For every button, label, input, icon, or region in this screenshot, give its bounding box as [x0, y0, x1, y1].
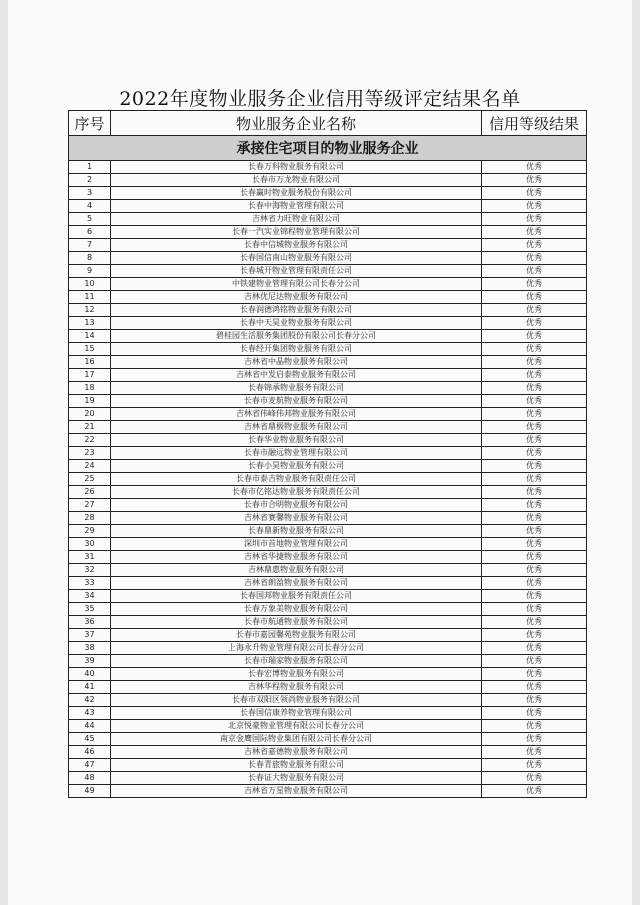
company-name: 吉林华程物业服务有限公司 [111, 681, 482, 694]
row-number: 21 [69, 421, 111, 434]
company-name: 长春鼎新物业服务有限公司 [111, 525, 482, 538]
row-number: 40 [69, 668, 111, 681]
company-name: 长春市双阳区领尚物业服务有限公司 [111, 694, 482, 707]
row-number: 18 [69, 382, 111, 395]
row-number: 48 [69, 772, 111, 785]
company-name: 长春万象美物业服务有限公司 [111, 603, 482, 616]
credit-grade: 优秀 [482, 603, 587, 616]
table-row [69, 174, 587, 187]
credit-grade: 优秀 [482, 642, 587, 655]
row-number: 16 [69, 356, 111, 369]
company-name: 长春青旅物业服务有限公司 [111, 759, 482, 772]
company-name: 长春中天昊业物业服务有限公司 [111, 317, 482, 330]
section-header-row [69, 136, 587, 161]
company-name: 长春中信城物业服务有限公司 [111, 239, 482, 252]
credit-grade: 优秀 [482, 460, 587, 473]
table-row [69, 694, 587, 707]
company-name: 长春市麦航物业服务有限公司 [111, 395, 482, 408]
company-name: 吉林省万星物业服务有限公司 [111, 785, 482, 798]
company-name: 长春市瑞家物业服务有限公司 [111, 655, 482, 668]
table-row [69, 538, 587, 551]
credit-grade: 优秀 [482, 473, 587, 486]
company-name: 长春国邦物业服务有限责任公司 [111, 590, 482, 603]
table-row [69, 551, 587, 564]
row-number: 32 [69, 564, 111, 577]
credit-grade: 优秀 [482, 343, 587, 356]
row-number: 20 [69, 408, 111, 421]
credit-grade: 优秀 [482, 681, 587, 694]
credit-grade: 优秀 [482, 174, 587, 187]
company-name: 长春城开物业管理有限责任公司 [111, 265, 482, 278]
credit-grade: 优秀 [482, 577, 587, 590]
credit-grade: 优秀 [482, 408, 587, 421]
table-row [69, 434, 587, 447]
row-number: 33 [69, 577, 111, 590]
credit-grade: 优秀 [482, 200, 587, 213]
company-name: 长春小昊物业服务有限公司 [111, 460, 482, 473]
company-name: 长春经开集团物业服务有限公司 [111, 343, 482, 356]
credit-grade: 优秀 [482, 382, 587, 395]
table-row [69, 382, 587, 395]
table-row [69, 785, 587, 798]
credit-grade: 优秀 [482, 707, 587, 720]
table-row [69, 733, 587, 746]
credit-grade: 优秀 [482, 187, 587, 200]
credit-grade: 优秀 [482, 317, 587, 330]
row-number: 5 [69, 213, 111, 226]
table-row [69, 421, 587, 434]
company-name: 长春中海物业管理有限公司 [111, 200, 482, 213]
credit-grade: 优秀 [482, 629, 587, 642]
credit-grade: 优秀 [482, 304, 587, 317]
credit-rating-table [68, 110, 587, 798]
company-name: 长春国信康养物业管理有限公司 [111, 707, 482, 720]
table-row [69, 239, 587, 252]
company-name: 长春赢时物业服务股份有限公司 [111, 187, 482, 200]
row-number: 17 [69, 369, 111, 382]
row-number: 36 [69, 616, 111, 629]
credit-grade: 优秀 [482, 616, 587, 629]
table-row [69, 720, 587, 733]
table-row [69, 330, 587, 343]
table-row [69, 564, 587, 577]
table-row [69, 447, 587, 460]
credit-grade: 优秀 [482, 252, 587, 265]
company-name: 吉林省中晶物业服务有限公司 [111, 356, 482, 369]
row-number: 42 [69, 694, 111, 707]
credit-grade: 优秀 [482, 213, 587, 226]
credit-grade: 优秀 [482, 551, 587, 564]
table-row [69, 681, 587, 694]
header-no: 序号 [69, 111, 111, 136]
table-row [69, 252, 587, 265]
row-number: 7 [69, 239, 111, 252]
table-row [69, 629, 587, 642]
company-name: 长春证大物业服务有限公司 [111, 772, 482, 785]
company-name: 吉林省朗盈物业服务有限公司 [111, 577, 482, 590]
credit-grade: 优秀 [482, 694, 587, 707]
table-row [69, 265, 587, 278]
credit-grade: 优秀 [482, 239, 587, 252]
row-number: 43 [69, 707, 111, 720]
table-row [69, 746, 587, 759]
row-number: 38 [69, 642, 111, 655]
credit-grade: 优秀 [482, 356, 587, 369]
credit-grade: 优秀 [482, 395, 587, 408]
table-row [69, 460, 587, 473]
credit-grade: 优秀 [482, 746, 587, 759]
company-name: 长春市泰吉物业服务有限责任公司 [111, 473, 482, 486]
credit-grade: 优秀 [482, 369, 587, 382]
table-row [69, 772, 587, 785]
row-number: 14 [69, 330, 111, 343]
table-row [69, 343, 587, 356]
table-row [69, 499, 587, 512]
row-number: 15 [69, 343, 111, 356]
row-number: 13 [69, 317, 111, 330]
company-name: 长春锦承物业服务有限公司 [111, 382, 482, 395]
row-number: 26 [69, 486, 111, 499]
table-row [69, 213, 587, 226]
table-row [69, 278, 587, 291]
credit-grade: 优秀 [482, 278, 587, 291]
company-name: 长春华业物业服务有限公司 [111, 434, 482, 447]
table-row [69, 291, 587, 304]
credit-grade: 优秀 [482, 226, 587, 239]
row-number: 22 [69, 434, 111, 447]
company-name: 长春市万龙物业有限公司 [111, 174, 482, 187]
row-number: 8 [69, 252, 111, 265]
credit-grade: 优秀 [482, 265, 587, 278]
table-row [69, 473, 587, 486]
company-name: 北京悦豪物业管理有限公司长春分公司 [111, 720, 482, 733]
table-row [69, 304, 587, 317]
table-row [69, 668, 587, 681]
table-row [69, 408, 587, 421]
company-name: 长春市嘉园馨苑物业服务有限公司 [111, 629, 482, 642]
credit-grade: 优秀 [482, 772, 587, 785]
section-title: 承接住宅项目的物业服务企业 [69, 136, 587, 161]
row-number: 34 [69, 590, 111, 603]
table-row [69, 707, 587, 720]
table-row [69, 226, 587, 239]
table-row [69, 512, 587, 525]
row-number: 44 [69, 720, 111, 733]
table-row [69, 161, 587, 174]
company-name: 吉林省力旺物业有限公司 [111, 213, 482, 226]
company-name: 吉林省伟峰伟邦物业服务有限公司 [111, 408, 482, 421]
row-number: 12 [69, 304, 111, 317]
company-name: 中铁建物业管理有限公司长春分公司 [111, 278, 482, 291]
company-name: 长春市合明物业服务有限公司 [111, 499, 482, 512]
table-row [69, 577, 587, 590]
header-grade: 信用等级结果 [482, 111, 587, 136]
row-number: 23 [69, 447, 111, 460]
credit-grade: 优秀 [482, 668, 587, 681]
company-name: 长春一汽实业锦程物业管理有限公司 [111, 226, 482, 239]
row-number: 3 [69, 187, 111, 200]
credit-grade: 优秀 [482, 330, 587, 343]
row-number: 19 [69, 395, 111, 408]
credit-grade: 优秀 [482, 512, 587, 525]
company-name: 长春宏博物业服务有限公司 [111, 668, 482, 681]
table-row [69, 525, 587, 538]
credit-grade: 优秀 [482, 720, 587, 733]
row-number: 45 [69, 733, 111, 746]
credit-grade: 优秀 [482, 655, 587, 668]
row-number: 1 [69, 161, 111, 174]
row-number: 46 [69, 746, 111, 759]
credit-grade: 优秀 [482, 499, 587, 512]
credit-grade: 优秀 [482, 486, 587, 499]
company-name: 长春市亿铭达物业服务有限责任公司 [111, 486, 482, 499]
table-row [69, 590, 587, 603]
table-row [69, 395, 587, 408]
row-number: 41 [69, 681, 111, 694]
company-name: 吉林优尼达物业服务有限公司 [111, 291, 482, 304]
table-row [69, 200, 587, 213]
row-number: 4 [69, 200, 111, 213]
row-number: 28 [69, 512, 111, 525]
company-name: 长春国信南山物业服务有限公司 [111, 252, 482, 265]
document-title: 2022年度物业服务企业信用等级评定结果名单 [119, 88, 521, 110]
company-name: 吉林省中发启泰物业服务有限公司 [111, 369, 482, 382]
company-name: 长春润德鸿铭物业服务有限公司 [111, 304, 482, 317]
company-name: 长春市融远物业管理有限公司 [111, 447, 482, 460]
row-number: 39 [69, 655, 111, 668]
table-header-row [69, 111, 587, 136]
header-name: 物业服务企业名称 [111, 111, 482, 136]
company-name: 碧桂园生活服务集团股份有限公司长春分公司 [111, 330, 482, 343]
credit-grade: 优秀 [482, 538, 587, 551]
table-row [69, 356, 587, 369]
credit-grade: 优秀 [482, 785, 587, 798]
table-row [69, 759, 587, 772]
table-row [69, 187, 587, 200]
credit-grade: 优秀 [482, 525, 587, 538]
table-row [69, 616, 587, 629]
company-name: 长春市航通物业服务有限公司 [111, 616, 482, 629]
row-number: 2 [69, 174, 111, 187]
row-number: 30 [69, 538, 111, 551]
row-number: 31 [69, 551, 111, 564]
company-name: 长春万科物业服务有限公司 [111, 161, 482, 174]
credit-grade: 优秀 [482, 291, 587, 304]
row-number: 9 [69, 265, 111, 278]
row-number: 11 [69, 291, 111, 304]
row-number: 47 [69, 759, 111, 772]
table-row [69, 642, 587, 655]
credit-grade: 优秀 [482, 447, 587, 460]
table-row [69, 486, 587, 499]
table-row [69, 655, 587, 668]
company-name: 南京金鹰国际物业集团有限公司长春分公司 [111, 733, 482, 746]
row-number: 37 [69, 629, 111, 642]
company-name: 深圳市首地物业管理有限公司 [111, 538, 482, 551]
credit-grade: 优秀 [482, 564, 587, 577]
row-number: 49 [69, 785, 111, 798]
row-number: 6 [69, 226, 111, 239]
row-number: 25 [69, 473, 111, 486]
row-number: 35 [69, 603, 111, 616]
row-number: 24 [69, 460, 111, 473]
row-number: 10 [69, 278, 111, 291]
table-row [69, 317, 587, 330]
row-number: 29 [69, 525, 111, 538]
table-row [69, 603, 587, 616]
company-name: 上海永升物业管理有限公司长春分公司 [111, 642, 482, 655]
credit-grade: 优秀 [482, 434, 587, 447]
credit-grade: 优秀 [482, 421, 587, 434]
table-row [69, 369, 587, 382]
credit-grade: 优秀 [482, 733, 587, 746]
credit-grade: 优秀 [482, 759, 587, 772]
company-name: 吉林鼎惠物业服务有限公司 [111, 564, 482, 577]
company-name: 吉林省赛馨物业服务有限公司 [111, 512, 482, 525]
company-name: 吉林省华捷物业服务有限公司 [111, 551, 482, 564]
credit-grade: 优秀 [482, 590, 587, 603]
credit-grade: 优秀 [482, 161, 587, 174]
company-name: 吉林省嘉德物业服务有限公司 [111, 746, 482, 759]
company-name: 吉林省鼎极物业服务有限公司 [111, 421, 482, 434]
row-number: 27 [69, 499, 111, 512]
